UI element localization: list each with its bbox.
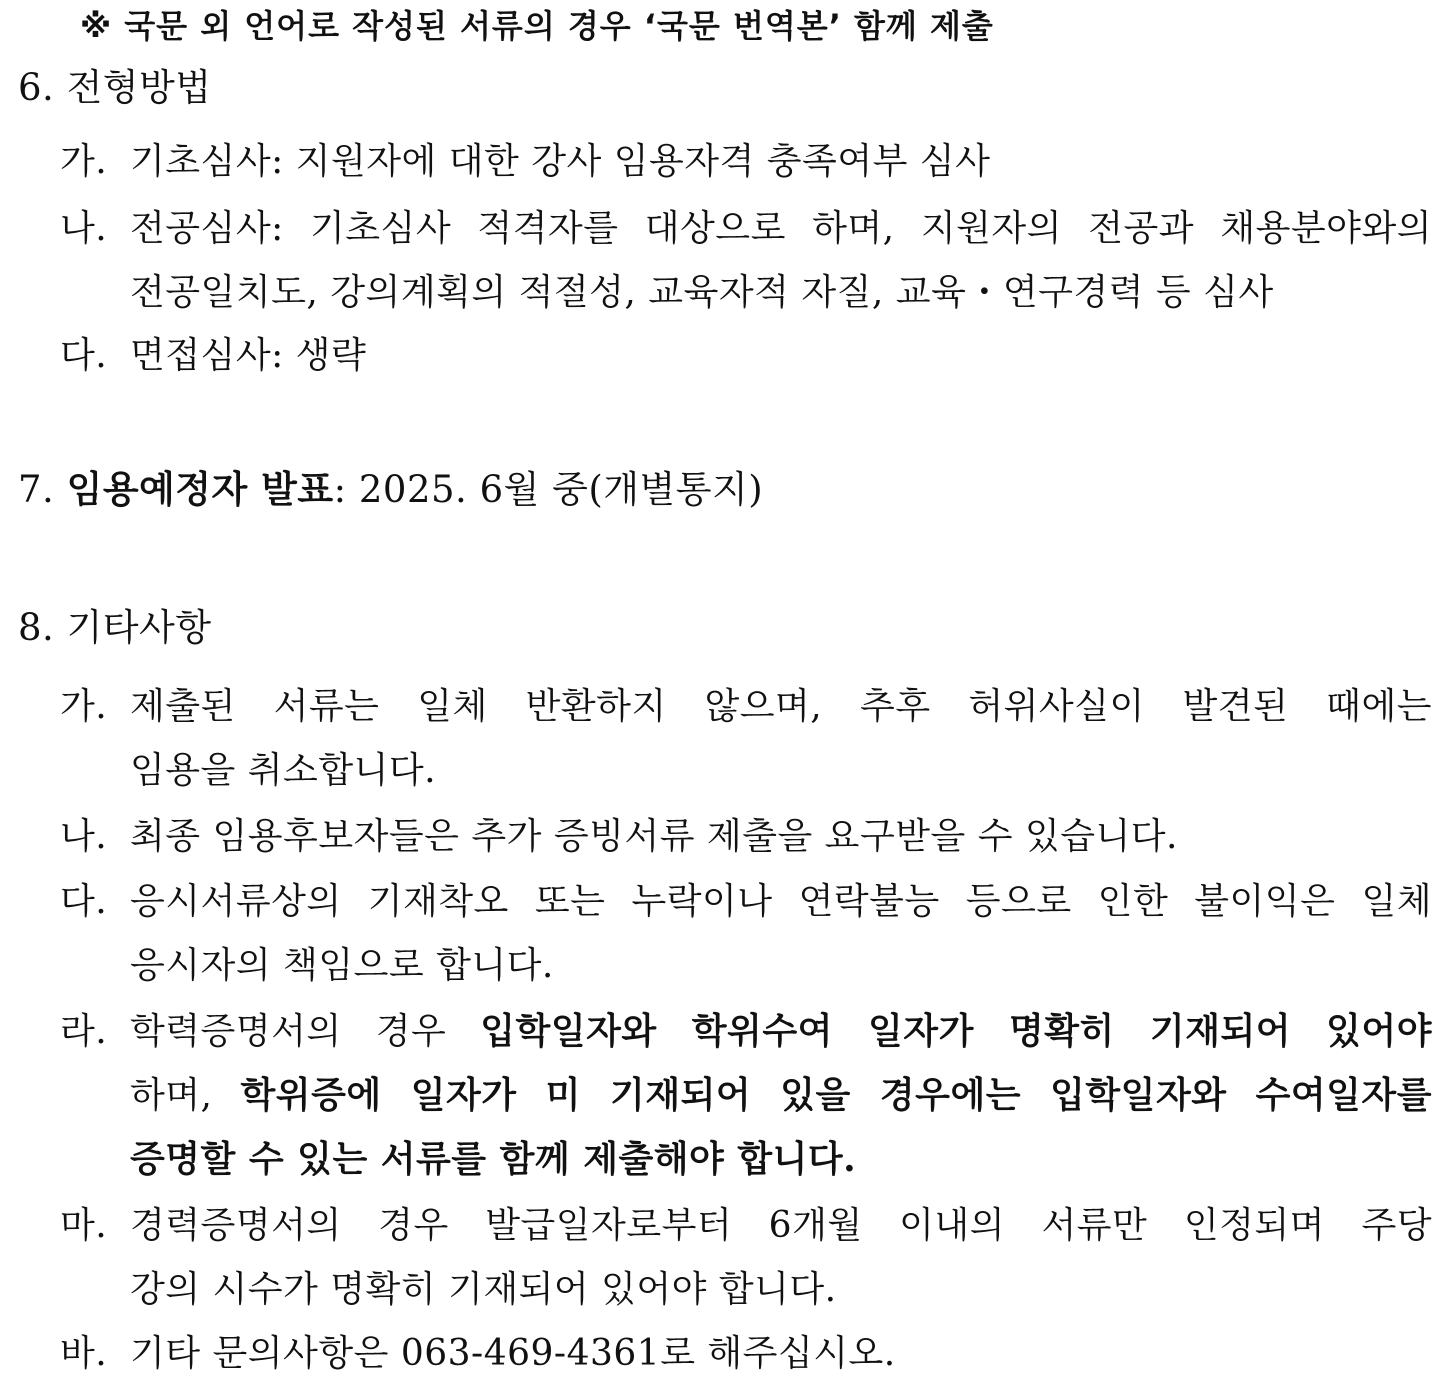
- section-8-item-ra-line3: 증명할 수 있는 서류를 함께 제출해야 합니다.: [130, 1138, 857, 1180]
- item-marker: 바.: [60, 1333, 108, 1374]
- item-text: 제출된 서류는 일체 반환하지 않으며, 추후 허위사실이 발견된 때에는: [130, 686, 1432, 727]
- section-8-item-ga-line2: 임용을 취소합니다.: [130, 750, 437, 791]
- item-marker: 가.: [60, 141, 108, 182]
- section-6-item-na-line2: 전공일치도, 강의계획의 적절성, 교육자적 자질, 교육・연구경력 등 심사: [130, 272, 1274, 313]
- item-text: 최종 임용후보자들은 추가 증빙서류 제출을 요구받을 수 있습니다.: [130, 816, 1178, 857]
- item-text: 응시서류상의 기재착오 또는 누락이나 연락불능 등으로 인한 불이익은 일체: [130, 881, 1432, 922]
- section-8-item-ra-line2: [130, 1073, 1432, 1118]
- item-text: 기초심사: 지원자에 대한 강사 임용자격 충족여부 심사: [130, 141, 991, 182]
- section-8-item-ga-line1: [60, 685, 1432, 729]
- item-text: 면접심사: 생략: [130, 335, 367, 376]
- section-6-item-na-line1: [60, 207, 1432, 251]
- section-8-item-na: [60, 815, 1432, 859]
- item-text: 경력증명서의 경우 발급일자로부터 6개월 이내의 서류만 인정되며 주당: [130, 1205, 1432, 1246]
- section-8-item-ma-line1: [60, 1204, 1432, 1248]
- item-text: 전공심사: 기초심사 적격자를 대상으로 하며, 지원자의 전공과 채용분야와의: [130, 208, 1432, 249]
- section-8-item-ba: [60, 1332, 1432, 1376]
- item-marker: 마.: [60, 1205, 108, 1246]
- item-text: 학력증명서의 경우: [130, 1011, 481, 1052]
- item-marker: 다.: [60, 881, 108, 922]
- section-6-item-ga: [60, 140, 1432, 184]
- item-marker: 나.: [60, 208, 108, 249]
- item-marker: 라.: [60, 1011, 108, 1052]
- section-7-label: 임용예정자 발표: [66, 467, 334, 511]
- section-8-title: 8. 기타사항: [18, 606, 212, 649]
- item-marker: 다.: [60, 335, 108, 376]
- item-marker: 나.: [60, 816, 108, 857]
- section-6-title: 6. 전형방법: [18, 66, 212, 109]
- section-8-item-ra-line1: [60, 1009, 1432, 1054]
- item-text-bold: 학위증에 일자가 미 기재되어 있을 경우에는 입학일자와 수여일자를: [240, 1074, 1432, 1116]
- item-text: 기타 문의사항은 063-469-4361로 해주십시오.: [130, 1333, 896, 1374]
- section-7-announcement: [18, 467, 763, 512]
- section-8-item-ma-line2: 강의 시수가 명확히 기재되어 있어야 합니다.: [130, 1269, 837, 1310]
- item-text-bold: 입학일자와 학위수여 일자가 명확히 기재되어 있어야: [480, 1010, 1432, 1052]
- item-text: 하며,: [130, 1075, 241, 1116]
- section-7-value: : 2025. 6월 중(개별통지): [333, 468, 764, 511]
- section-6-item-da: [60, 334, 1432, 378]
- translation-notice: ※ 국문 외 언어로 작성된 서류의 경우 ‘국문 번역본’ 함께 제출: [80, 7, 994, 45]
- section-8-item-da-line1: [60, 880, 1432, 924]
- section-8-item-da-line2: 응시자의 책임으로 합니다.: [130, 945, 554, 986]
- item-marker: 가.: [60, 686, 108, 727]
- section-7-number: 7.: [18, 468, 55, 511]
